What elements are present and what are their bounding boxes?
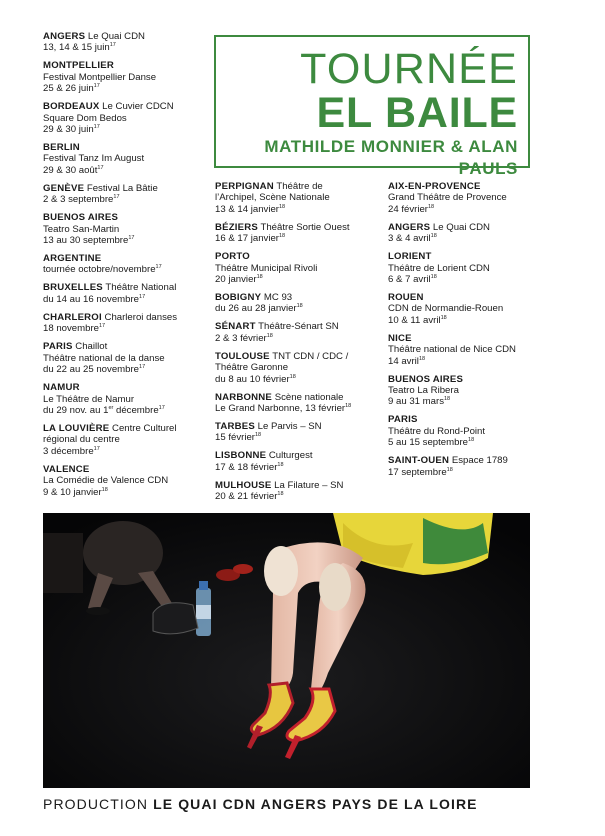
stop-city: BUENOS AIRES (388, 373, 464, 385)
stop-year: 17 (97, 164, 104, 171)
stop-detail: 17 & 18 février (215, 461, 278, 473)
stop-detail: 16 & 17 janvier (215, 233, 279, 245)
stop-city: LISBONNE (215, 450, 267, 462)
tour-stop (215, 222, 385, 245)
stop-detail: Le Quai CDN (85, 31, 145, 42)
tour-stop (215, 450, 385, 473)
stop-detail: Festival La Bâtie (84, 182, 158, 194)
stop-city: SÉNART (215, 321, 256, 333)
tour-stop (388, 222, 538, 245)
stop-city: LA LOUVIÈRE (43, 422, 110, 434)
stop-city: ANGERS (388, 221, 431, 233)
stop-detail: Scène nationale (272, 391, 344, 403)
tour-stop (215, 351, 385, 385)
production-label: PRODUCTION (43, 796, 154, 812)
dancer-photo-illustration (43, 513, 530, 788)
stop-detail: Théâtre de Lorient CDN (388, 262, 490, 274)
stop-year: 17 (139, 364, 146, 371)
stop-detail: 20 janvier (215, 274, 257, 286)
stop-detail: 20 & 21 février (215, 491, 278, 503)
stop-detail: l’Archipel, Scène Nationale (215, 192, 330, 204)
stop-detail: Théâtre National (102, 282, 177, 294)
stop-detail: TNT CDN / CDC / (269, 350, 349, 362)
stop-detail: 13 au 30 septembre (43, 235, 129, 247)
stop-detail: du 26 au 28 janvier (215, 303, 297, 315)
tour-stop (43, 212, 213, 246)
stop-detail: La Filature – SN (271, 479, 344, 491)
tour-column-3 (388, 181, 538, 485)
stop-detail: 5 au 15 septembre (388, 437, 469, 449)
stop-year: 18 (418, 355, 426, 362)
stop-city: PARIS (388, 414, 418, 426)
tour-column-2 (215, 181, 385, 509)
title-authors: MATHILDE MONNIER & ALAN PAULS (264, 137, 518, 178)
tour-stop (215, 292, 385, 315)
stop-detail: 24 février (388, 203, 428, 215)
stop-detail: Théâtre Garonne (215, 362, 289, 374)
stop-detail: Chaillot (72, 341, 108, 353)
stop-city: PORTO (215, 251, 250, 263)
tour-stop (43, 382, 213, 416)
tour-stop (43, 464, 213, 498)
stop-year: 18 (255, 432, 262, 439)
stop-detail: Théâtre de (273, 181, 323, 192)
stop-detail: 3 & 4 avril (388, 233, 431, 245)
stop-year: 18 (256, 274, 263, 281)
stop-detail: La Comédie de Valence CDN (43, 475, 169, 487)
stop-year: 17 (155, 264, 162, 271)
tour-stop (215, 421, 385, 444)
stop-year: 17 (93, 445, 100, 452)
stop-year: 17 (128, 235, 135, 242)
tour-stop (43, 60, 213, 94)
stop-city: MULHOUSE (215, 479, 272, 491)
tour-stop (43, 183, 213, 206)
stop-city: BERLIN (43, 142, 80, 154)
stop-detail: CDN de Normandie-Rouen (388, 303, 504, 315)
tour-stop (215, 181, 385, 215)
stop-city: AIX-EN-PROVENCE (388, 181, 481, 192)
title-show-name: EL BAILE (316, 89, 518, 137)
stop-year: 18 (101, 486, 108, 493)
stop-detail: décembre (113, 404, 159, 416)
stop-year: er (108, 404, 114, 411)
stop-detail: tournée octobre/novembre (43, 264, 156, 276)
tour-stop (43, 31, 213, 54)
tour-stop (388, 251, 538, 285)
stop-city: BOBIGNY (215, 292, 262, 304)
stop-city: PARIS (43, 341, 73, 353)
stop-city: ANGERS (43, 31, 86, 42)
tour-stop (388, 455, 538, 478)
stop-detail: Festival Montpellier Danse (43, 71, 157, 83)
tour-stop (215, 321, 385, 344)
stop-year: 17 (93, 83, 100, 90)
stop-detail: Théâtre Sortie Ouest (257, 221, 350, 233)
stop-city: NAMUR (43, 382, 80, 394)
tour-stop (388, 181, 538, 215)
stop-detail: MC 93 (261, 292, 293, 304)
stop-detail: 2 & 3 février (215, 332, 267, 344)
tour-column-1 (43, 31, 213, 505)
stop-year: 18 (277, 491, 284, 498)
tour-stop (43, 282, 213, 305)
stop-detail: Le Parvis – SN (254, 421, 322, 433)
stop-city: ARGENTINE (43, 253, 102, 265)
stop-detail: Théâtre national de Nice CDN (388, 344, 516, 356)
stop-city: TARBES (215, 421, 255, 433)
stop-detail: 17 septembre (388, 466, 447, 478)
stop-detail: 25 & 26 juin (43, 83, 94, 95)
stop-city: ROUEN (388, 292, 424, 304)
stop-year: 18 (279, 203, 286, 210)
stop-detail: du 14 au 16 novembre (43, 293, 140, 305)
stop-detail: Théâtre Municipal Rivoli (215, 262, 318, 274)
tour-stop (43, 142, 213, 176)
stop-detail: 13 & 14 janvier (215, 203, 279, 215)
stop-detail: 18 novembre (43, 323, 99, 335)
stop-year: 18 (289, 373, 296, 380)
stop-detail: du 22 au 25 novembre (43, 364, 140, 376)
stop-detail: 9 & 10 janvier (43, 486, 102, 498)
stop-detail: Grand Théâtre de Provence (388, 192, 507, 204)
stop-city: VALENCE (43, 463, 90, 475)
stop-detail: Espace 1789 (449, 455, 508, 467)
stop-detail: 13, 14 & 15 juin (43, 42, 110, 54)
stop-year: 18 (279, 233, 286, 240)
stop-city: SAINT-OUEN (388, 455, 450, 467)
stop-detail: 3 décembre (43, 445, 94, 457)
stop-detail: Le Grand Narbonne, 13 février (215, 403, 346, 415)
tour-stop (43, 312, 213, 335)
dancer-photo (43, 513, 530, 788)
stop-detail: du 8 au 10 février (215, 373, 290, 385)
stop-detail: 9 au 31 mars (388, 396, 444, 408)
stop-detail: 6 & 7 avril (388, 274, 431, 286)
stop-year: 17 (158, 404, 165, 411)
production-credit (43, 795, 543, 813)
stop-city: NARBONNE (215, 391, 273, 403)
stop-detail: Théâtre national de la danse (43, 352, 165, 364)
stop-year: 18 (345, 403, 352, 410)
stop-detail: 2 & 3 septembre (43, 194, 114, 206)
stop-detail: Théâtre du Rond-Point (388, 425, 486, 437)
stop-city: BUENOS AIRES (43, 212, 119, 224)
stop-year: 17 (109, 42, 116, 49)
stop-detail: 29 & 30 juin (43, 124, 94, 136)
stop-year: 17 (93, 124, 100, 131)
stop-city: PERPIGNAN (215, 181, 274, 192)
tour-stop (43, 423, 213, 457)
stop-detail: Le Quai CDN (430, 221, 490, 233)
stop-detail: Teatro San-Martin (43, 223, 120, 235)
tour-stop (388, 414, 538, 448)
stop-detail: Culturgest (266, 450, 313, 462)
tour-stop (215, 392, 385, 415)
stop-detail: Le Théâtre de Namur (43, 393, 135, 405)
tour-stop (215, 251, 385, 285)
stop-city: CHARLEROI (43, 311, 102, 323)
stop-city: MONTPELLIER (43, 60, 114, 72)
stop-year: 18 (440, 314, 447, 321)
title-block (214, 35, 530, 178)
tour-stop (388, 333, 538, 367)
stop-city: TOULOUSE (215, 350, 270, 362)
production-organization: LE QUAI CDN ANGERS PAYS DE LA LOIRE (153, 796, 478, 812)
title-tournee: TOURNÉE (300, 45, 518, 93)
stop-year: 18 (468, 437, 475, 444)
stop-detail: 14 avril (388, 355, 419, 367)
stop-city: BRUXELLES (43, 282, 103, 294)
stop-detail: régional du centre (43, 434, 120, 446)
stop-city: NICE (388, 332, 412, 344)
stop-detail: Square Dom Bedos (43, 112, 127, 124)
stop-year: 18 (446, 466, 453, 473)
stop-city: LORIENT (388, 251, 432, 263)
stop-detail: Festival Tanz Im August (43, 153, 145, 165)
stop-city: GENÈVE (43, 182, 85, 194)
stop-year: 17 (139, 293, 146, 300)
stop-detail: Charleroi danses (101, 311, 178, 323)
stop-detail: 15 février (215, 432, 255, 444)
tour-stop (43, 341, 213, 375)
tour-stop (215, 480, 385, 503)
stop-detail: 29 & 30 août (43, 164, 98, 176)
stop-detail: Centre Culturel (109, 422, 177, 434)
stop-year: 18 (430, 274, 437, 281)
tour-stop (43, 253, 213, 276)
stop-detail: 10 & 11 avril (388, 314, 441, 326)
tour-stop (388, 374, 538, 408)
tour-stop (388, 292, 538, 326)
stop-year: 18 (296, 303, 303, 310)
stop-year: 18 (277, 461, 284, 468)
stop-year: 18 (428, 203, 435, 210)
stop-year: 17 (113, 194, 120, 201)
stop-year: 18 (430, 233, 437, 240)
stop-year: 17 (99, 323, 106, 330)
stop-detail: Le Cuvier CDCN (99, 101, 174, 113)
stop-year: 18 (266, 332, 273, 339)
stop-detail: Teatro La Ribera (388, 385, 459, 397)
stop-city: BORDEAUX (43, 101, 100, 113)
tour-stop (43, 101, 213, 135)
stop-detail: du 29 nov. au 1 (43, 404, 109, 416)
stop-city: BÉZIERS (215, 221, 258, 233)
stop-year: 18 (444, 396, 451, 403)
stop-detail: Théâtre-Sénart SN (255, 321, 339, 333)
